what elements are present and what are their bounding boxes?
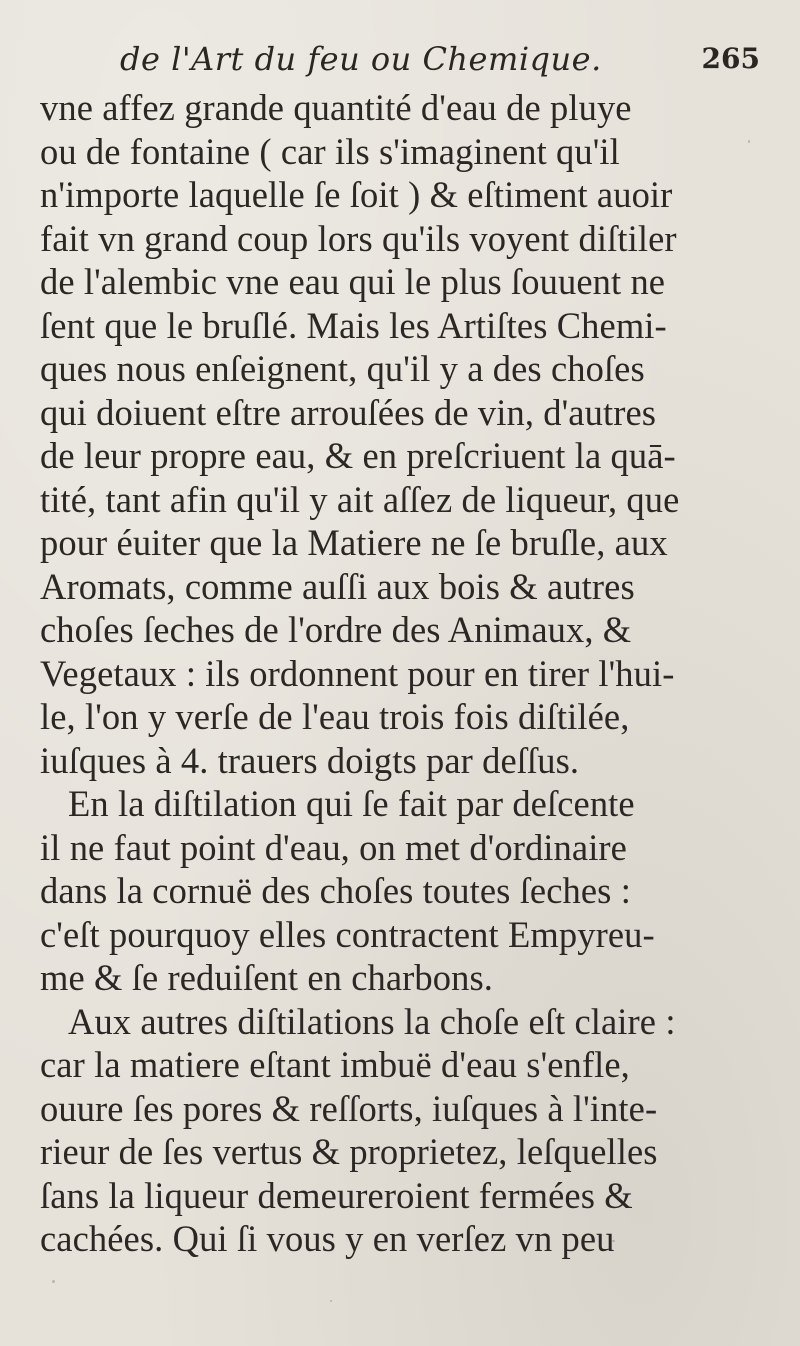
text-line: iuſques à 4. trauers doigts par deſſus. bbox=[40, 739, 580, 781]
text-line: rieur de ſes vertus & proprietez, leſquelles bbox=[40, 1131, 658, 1172]
paper-speck bbox=[748, 140, 750, 143]
text-line: car la matiere eſtant imbuë d'eau s'enfle, bbox=[40, 1044, 630, 1085]
text-line: Aux autres diſtilations la choſe eſt claire : bbox=[68, 1000, 676, 1042]
text-line: vne affez grande quantité d'eau de pluye bbox=[40, 87, 632, 128]
text-line: ouure ſes pores & reſſorts, iuſques à l'inte- bbox=[40, 1087, 658, 1129]
paper-speck bbox=[52, 1280, 55, 1283]
text-line: ſans la liqueur demeureroient fermées & bbox=[40, 1174, 633, 1216]
text-line: Aromats, comme auſſi aux bois & autres bbox=[40, 565, 635, 607]
text-line: ou de fontaine ( car ils s'imaginent qu'il bbox=[40, 130, 620, 172]
body-text bbox=[40, 86, 788, 1261]
text-line: fait vn grand coup lors qu'ils voyent diſtiler bbox=[40, 217, 677, 259]
text-line: Vegetaux : ils ordonnent pour en tirer l'hui- bbox=[40, 652, 675, 694]
text-line: pour éuiter que la Matiere ne ſe bruſle, aux bbox=[40, 522, 668, 563]
text-line: c'eſt pourquoy elles contractent Empyreu- bbox=[40, 913, 655, 955]
text-line: n'importe laquelle ſe ſoit ) & eſtiment auoir bbox=[40, 174, 673, 215]
page-header bbox=[120, 40, 760, 90]
text-line: le, l'on y verſe de l'eau trois fois diſtilée, bbox=[40, 696, 630, 737]
paper-speck bbox=[612, 1240, 615, 1242]
page-number: 265 bbox=[701, 42, 760, 75]
text-line: En la diſtilation qui ſe fait par deſcente bbox=[68, 783, 635, 824]
text-line: il ne faut point d'eau, on met d'ordinaire bbox=[40, 826, 627, 868]
text-line: qui doiuent eſtre arrouſées de vin, d'autres bbox=[40, 391, 657, 433]
paper-speck bbox=[330, 1300, 332, 1302]
running-title: de l'Art du feu ou Chemique. bbox=[120, 40, 602, 78]
text-line: dans la cornuë des choſes toutes ſeches : bbox=[40, 870, 631, 911]
text-line: ſent que le bruſlé. Mais les Artiſtes Chemi- bbox=[40, 304, 667, 346]
text-line: ques nous enſeignent, qu'il y a des choſes bbox=[40, 348, 645, 389]
text-line: tité, tant afin qu'il y ait aſſez de liqueur, que bbox=[40, 478, 680, 520]
text-line: choſes ſeches de l'ordre des Animaux, & bbox=[40, 609, 632, 650]
text-line: de leur propre eau, & en preſcriuent la quā- bbox=[40, 435, 676, 476]
text-line: cachées. Qui ſi vous y en verſez vn peu bbox=[40, 1218, 615, 1259]
text-line: de l'alembic vne eau qui le plus ſouuent ne bbox=[40, 261, 666, 302]
text-line: me & ſe reduiſent en charbons. bbox=[40, 957, 494, 998]
